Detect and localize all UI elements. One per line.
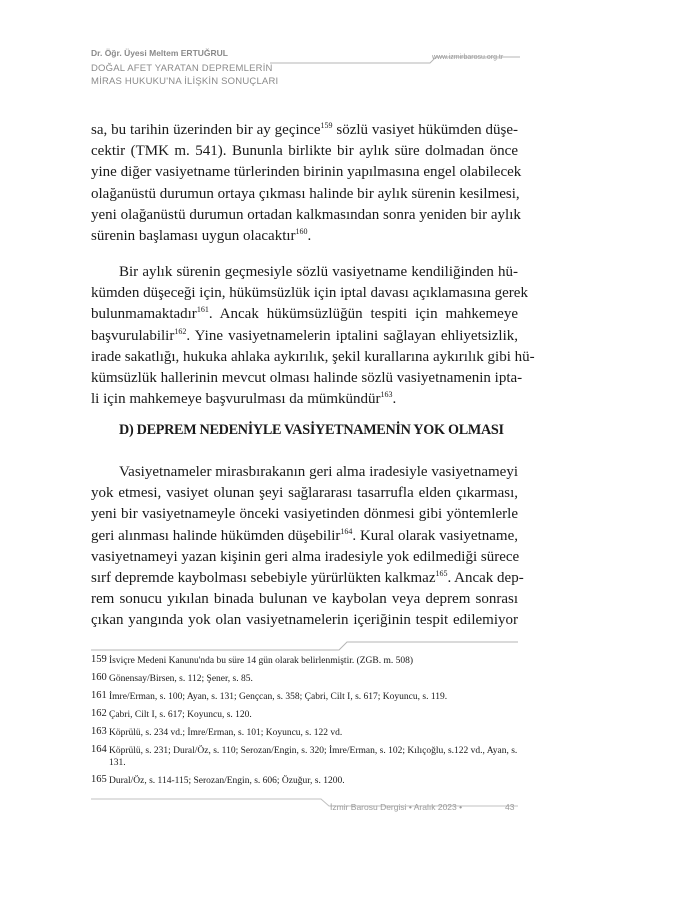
website-url[interactable]: www.izmirbarosu.org.tr <box>432 54 504 61</box>
article-title <box>91 62 278 88</box>
footnote-ref-159[interactable]: 159 <box>320 121 333 130</box>
footnote-160: 160 Gönensay/Birsen, s. 112; Şener, s. 85. <box>91 672 253 684</box>
section-heading: D) DEPREM NEDENİYLE VASİYETNAMENİN YOK OLMASI <box>119 422 504 438</box>
footnote-ref-165[interactable]: 165 <box>435 569 448 579</box>
footnote-164: 164 Köprülü, s. 231; Dural/Öz, s. 110; Serozan/Engin, s. 320; İmre/Erman, s. 102; Kılıçoğlu, s.122 vd., Ayan, s. 131. <box>91 744 518 768</box>
footnote-ref-162[interactable]: 162 <box>174 326 187 336</box>
journal-footer: İzmir Barosu Dergisi • Aralık 2023 • <box>330 802 463 812</box>
article-title-line-1: DOĞAL AFET YARATAN DEPREMLERİN <box>91 63 273 74</box>
footnote-159: 159 İsviçre Medeni Kanunu'nda bu süre 14 gün olarak belirlenmiştir. (ZGB. m. 508) <box>91 654 414 666</box>
footnote-ref-163[interactable]: 163 <box>380 390 393 400</box>
footnote-163: 163 Köprülü, s. 234 vd.; İmre/Erman, s. 101; Koyuncu, s. 122 vd. <box>91 726 343 738</box>
footnotes <box>91 655 518 793</box>
footnote-separator <box>91 640 518 652</box>
author-name: Dr. Öğr. Üyesi Meltem ERTUĞRUL <box>91 48 228 58</box>
paragraph-2: Bir aylık sürenin geçmesiyle sözlü vasiyetname kendiliğinden hü- kümden düşeceği için, hükümsüzlük için iptal davası açıklamasına gerek bulunmamaktadır$^{161}$. Ancak hükümsüzlüğün tespiti için mahkemeye başvurulabilir$^{162}$. Yine vasiyetnamelerin iptalini sağlayan ehliyetsizlik, irade sakatlığı, hukuka ahlaka aykırılık, şekil kurallarına aykırılık gibi hü- kümsüzlük hallerinin mevcut olması halinde sözlü vasiyetnamenin ipta- li için mahkemeye başvurulması da mümkündür$^{163}$. <box>91 264 535 408</box>
footnote-162: 162 Çabri, Cilt I, s. 617; Koyuncu, s. 120. <box>91 708 252 720</box>
footnote-ref-164[interactable]: 164 <box>340 526 353 536</box>
page-number: 43 <box>505 802 515 812</box>
paragraph-1: sa, bu tarihin üzerinden bir ay geçince$^{159}$ sözlü vasiyet hükümden düşe- cektir (TMK m. 541). Bununla birlikte bir aylık süre dolmadan önce yine diğer vasiyetname türlerinden birinin yapılmasına engel olabilecek olağanüstü durumun ortaya çıkması halinde bir aylık sürenin kesilmesi, yeni olağanüstü durumun ortadan kalkmasından sonra yeniden bir aylık sürenin başlaması uygun olacaktır$^{160}$. <box>91 121 522 245</box>
paragraph-3: Vasiyetnameler mirasbırakanın geri alma iradesiyle vasiyetnameyi yok etmesi, vasiyet olunan şeyi sağlararası tasarrufla elden çıkarması, yeni bir vasiyetnameyle önceki vasiyetinden dönmesi gibi yöntemlerle geri alınması halinde hükümden düşebilir$^{164}$. Kural olarak vasiyetname, vasiyetnameyi yazan kişinin geri alma iradesiyle yok edilmediği sürece sırf depremde kaybolması sebebiyle yürürlükten kalkmaz$^{165}$. Ancak dep- rem sonucu yıkılan binada bulunan ve kaybolan veya deprem sonrası çıkan yangında yok olan vasiyetnamelerin içeriğinin tespit edilemiyor <box>91 464 524 629</box>
footnote-165: 165 Dural/Öz, s. 114-115; Serozan/Engin, s. 606; Özuğur, s. 1200. <box>91 774 345 786</box>
footnote-161: 161 İmre/Erman, s. 100; Ayan, s. 131; Gençcan, s. 358; Çabri, Cilt I, s. 617; Koyuncu, s. 119. <box>91 690 448 702</box>
footnote-ref-160[interactable]: 160 <box>295 227 308 237</box>
article-title-line-2: MİRAS HUKUKU'NA İLİŞKİN SONUÇLARI <box>91 76 279 87</box>
footnote-ref-161[interactable]: 161 <box>196 305 209 315</box>
